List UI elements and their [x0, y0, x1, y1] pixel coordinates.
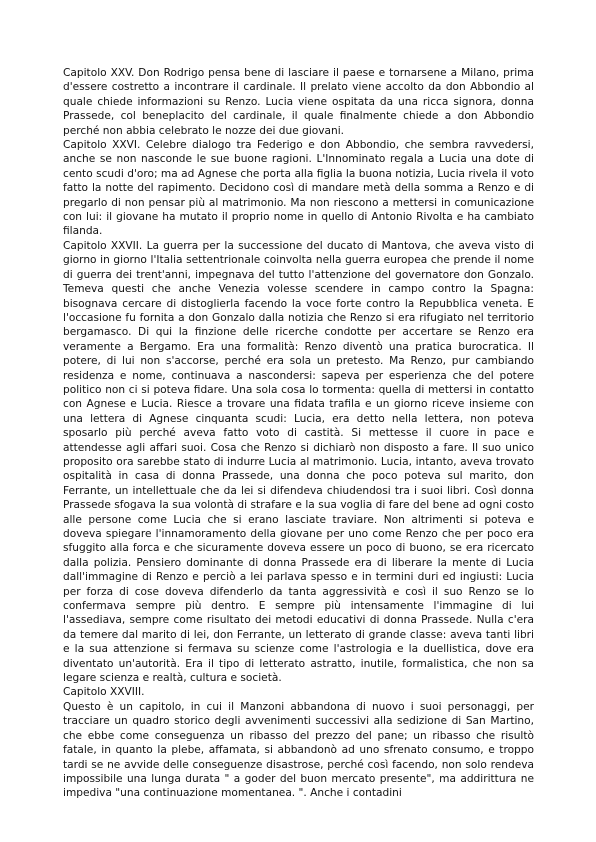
paragraph-capitolo-26: Capitolo XXVI. Celebre dialogo tra Federigo e don Abbondio, che sembra ravvedersi, anche se non nasconde le sue buone ragioni. L'Innominato regala a Lucia una dote di cento scudi d'oro; ma ad Agnese che porta alla figlia la buona notizia, Lucia rivela il voto fatto la notte del rapimento. Decidono così di mandare metà della somma a Renzo e di pregarlo di non pensar più al matrimonio. Ma non riescono a mettersi in comunicazione con lui: il giovane ha mutato il proprio nome in quello di Antonio Rivolta e ha cambiato filanda.	[63, 139, 534, 238]
paragraph-capitolo-25: Capitolo XXV. Don Rodrigo pensa bene di lasciare il paese e tornarsene a Milano, prima d'essere costretto a incontrare il cardinale. Il prelato viene accolto da don Abbondio al quale chiede informazioni su Renzo. Lucia viene ospitata da una ricca signora, donna Prassede, col beneplacito del cardinale, il quale finalmente chiede a don Abbondio perché non abbia celebrato le nozze dei due giovani.	[63, 67, 534, 137]
paragraph-capitolo-28: Questo è un capitolo, in cui il Manzoni abbandona di nuovo i suoi personaggi, per tracciare un quadro storico degli avvenimenti successivi alla sedizione di San Martino, che ebbe come conseguenza un ribasso del prezzo del pane; un ribasso che risultò fatale, in quanto la plebe, affamata, si abbandonò ad uno sfrenato consumo, e troppo tardi se ne avvide delle conseguenze disastrose, perché così facendo, non solo rendeva impossibile una lunga durata " a goder del buon mercato presente", ma addirittura ne impediva "una continuazione momentanea. ". Anche i contadini	[63, 700, 534, 800]
paragraph-capitolo-27: Capitolo XXVII. La guerra per la successione del ducato di Mantova, che aveva visto di giorno in giorno l'Italia settentrionale coinvolta nella guerra europea che prende il nome di guerra dei trent'anni, impegnava del tutto l'attenzione del governatore don Gonzalo. Temeva questi che anche Venezia volesse scendere in campo contro la Spagna: bisognava cercare di distoglierla facendo la voce forte contro la Repubblica veneta. E l'occasione fu fornita a don Gonzalo dalla notizia che Renzo si era rifugiato nel territorio bergamasco. Di qui la finzione delle ricerche condotte per accertare se Renzo era veramente a Bergamo. Era una formalità: Renzo diventò una pratica burocratica. Il potere, di lui non s'accorse, perché era sola un pretesto. Ma Renzo, pur cambiando residenza e nome, continuava a nascondersi: sapeva per esperienza che del potere politico non ci si poteva fidare. Una sola cosa lo tormenta: quella di mettersi in contatto con Agnese e Lucia. Riesce a trovare una fidata trafila e un giorno riceve insieme con una lettera di Agnese cinquanta scudi: Lucia, era detto nella lettera, non poteva sposarlo più perché aveva fatto voto di castità. Si mettesse il cuore in pace e attendesse agli affari suoi. Cosa che Renzo si dichiarò non disposto a fare. Il suo unico proposito ora sarebbe stato di indurre Lucia al matrimonio. Lucia, intanto, aveva trovato ospitalità in casa di donna Prassede, una donna che poco poteva sul marito, don Ferrante, un intellettuale che da lei si difendeva chiudendosi tra i suoi libri. Così donna Prassede sfogava la sua volontà di strafare e la sua voglia di fare del bene ad ogni costo alle persone come Lucia che si erano lasciate traviare. Non altrimenti si poteva e doveva spiegare l'innamoramento della giovane per uno come Renzo che per poco era sfuggito alla forca e che sicuramente doveva essere un poco di buono, se era ricercato dalla polizia. Pensiero dominante di donna Prassede era di liberare la mente di Lucia dall'immagine di Renzo e perciò a lei parlava spesso e in termini duri ed ingiusti: Lucia per forza di cose doveva difenderlo da tanta aggressività e così il suo Renzo se lo confermava sempre più dentro. E sempre più intensamente l'immagine di lui l'assediava, sempre come risultato dei metodi educativi di donna Prassede. Nulla c'era da temere dal marito di lei, don Ferrante, un letterato di grande classe: aveva tanti libri e la sua attenzione si fermava su scienze come l'astrologia e la duellistica, dove era diventato un'autorità. Era il tipo di letterato astratto, inutile, formalistica, che non sa legare scienza e realtà, cultura e società.	[63, 239, 534, 685]
document-page	[63, 66, 534, 801]
heading-capitolo-28: Capitolo XXVIII.	[63, 686, 145, 699]
